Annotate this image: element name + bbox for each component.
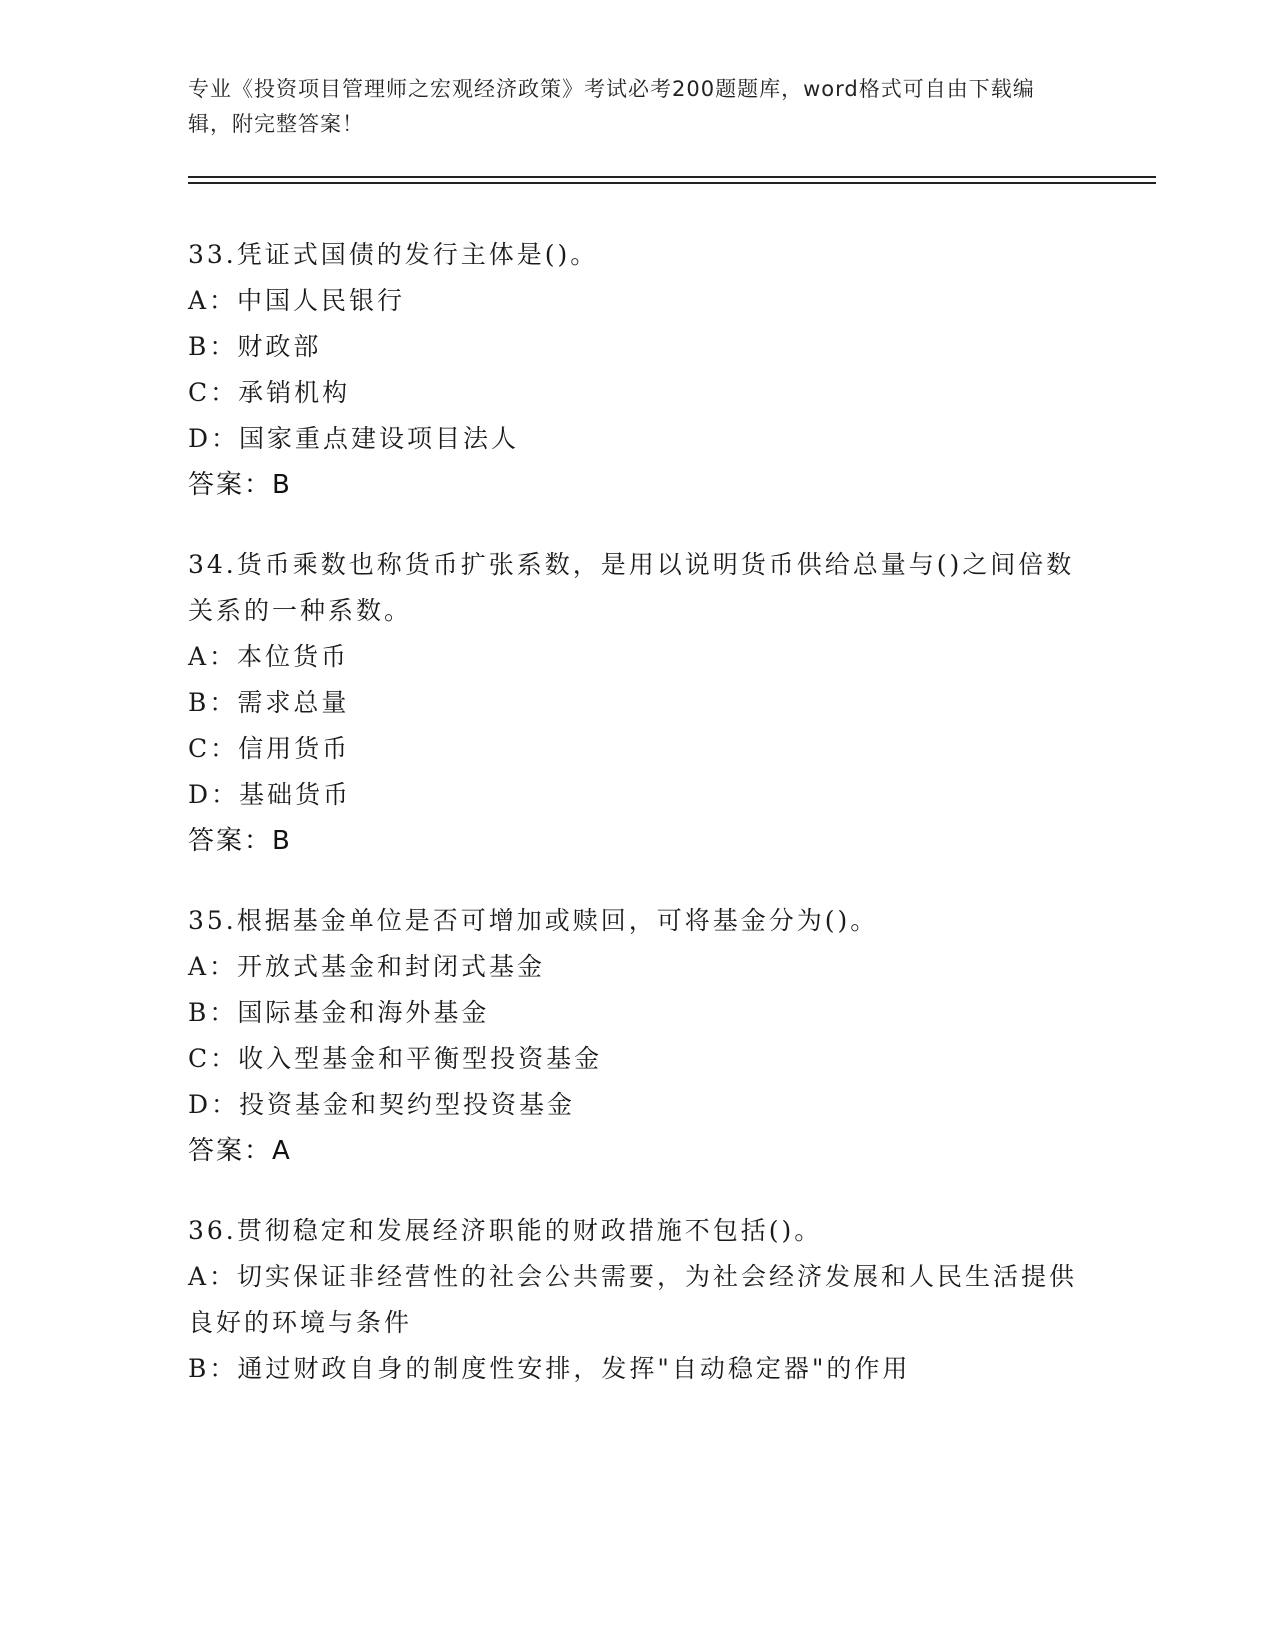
option-b: B：通过财政自身的制度性安排，发挥"自动稳定器"的作用 bbox=[188, 1354, 911, 1383]
option-c: C：信用货币 bbox=[188, 734, 351, 763]
option-c: C：承销机构 bbox=[188, 378, 351, 407]
option-a: A：切实保证非经营性的社会公共需要，为社会经济发展和人民生活提供良好的环境与条件 bbox=[188, 1262, 1078, 1337]
question-stem: 35.根据基金单位是否可增加或赎回，可将基金分为()。 bbox=[188, 906, 879, 935]
question-block bbox=[188, 542, 1088, 864]
document-header: 专业《投资项目管理师之宏观经济政策》考试必考200题题库，word格式可自由下载编辑，附完整答案！ bbox=[188, 77, 1035, 136]
question-stem: 34.货币乘数也称货币扩张系数，是用以说明货币供给总量与()之间倍数关系的一种系数。 bbox=[188, 550, 1075, 625]
question-block bbox=[188, 1208, 1088, 1392]
option-c: C：收入型基金和平衡型投资基金 bbox=[188, 1044, 603, 1073]
option-a: A：本位货币 bbox=[188, 642, 350, 671]
option-b: B：财政部 bbox=[188, 332, 322, 361]
option-d: D：国家重点建设项目法人 bbox=[188, 424, 520, 453]
answer-line: 答案：B bbox=[188, 826, 292, 856]
question-block bbox=[188, 898, 1088, 1174]
option-b: B：需求总量 bbox=[188, 688, 350, 717]
answer-line: 答案：B bbox=[188, 470, 292, 500]
option-a: A：开放式基金和封闭式基金 bbox=[188, 952, 546, 981]
header-divider-bottom bbox=[188, 182, 1156, 184]
question-list bbox=[188, 232, 1088, 1426]
answer-line: 答案：A bbox=[188, 1136, 292, 1166]
question-stem: 33.凭证式国债的发行主体是()。 bbox=[188, 240, 599, 269]
option-d: D：投资基金和契约型投资基金 bbox=[188, 1090, 576, 1119]
question-stem: 36.贯彻稳定和发展经济职能的财政措施不包括()。 bbox=[188, 1216, 823, 1245]
header-divider-top bbox=[188, 176, 1156, 178]
option-d: D：基础货币 bbox=[188, 780, 352, 809]
option-a: A：中国人民银行 bbox=[188, 286, 406, 315]
option-b: B：国际基金和海外基金 bbox=[188, 998, 490, 1027]
question-block bbox=[188, 232, 1088, 508]
